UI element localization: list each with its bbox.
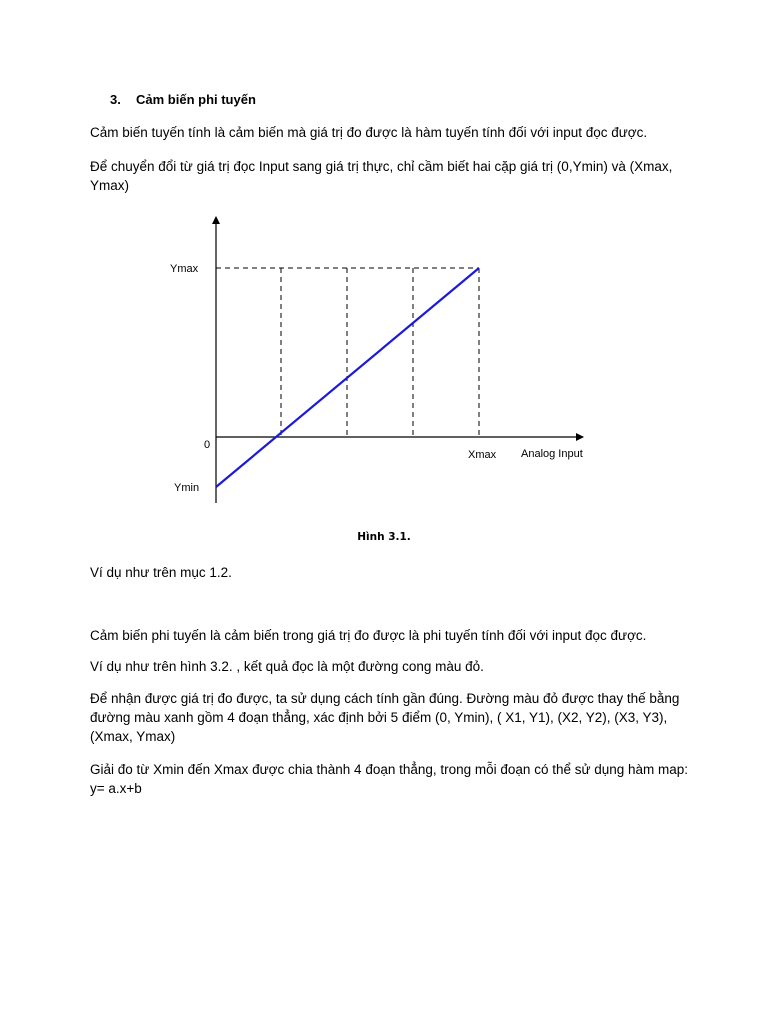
label-analog-input: Analog Input (521, 448, 583, 460)
linear-sensor-figure (150, 205, 610, 520)
label-ymin: Ymin (174, 482, 200, 494)
label-xmax: Xmax (468, 449, 497, 461)
linear-response-line (216, 268, 479, 487)
figure-caption: Hình 3.1. (357, 531, 411, 543)
paragraph-map-function: Giải đo từ Xmin đến Xmax được chia thành 4 đoạn thẳng, trong mỗi đoạn có thể sử dụng hàm map: y= a.x+b (90, 762, 689, 796)
section-heading (110, 92, 256, 107)
paragraph-nonlinear-definition: Cảm biến phi tuyến là cảm biến trong giá trị đo được là phi tuyến tính đối với input đọc được. (90, 628, 647, 643)
paragraph-example-2: Ví dụ như trên hình 3.2. , kết quả đọc là một đường cong màu đỏ. (90, 659, 484, 674)
section-number: 3. (110, 92, 121, 107)
label-ymax: Ymax (170, 263, 199, 275)
section-title: Cảm biến phi tuyến (136, 92, 256, 107)
paragraph-conversion: Để chuyển đổi từ giá trị đọc Input sang giá trị thực, chỉ cầm biết hai cặp giá trị (0,Ymin) và (Xmax, Ymax) (90, 159, 673, 193)
label-zero: 0 (204, 439, 211, 451)
paragraph-linear-definition: Cảm biến tuyến tính là cảm biến mà giá trị đo được là hàm tuyến tính đối với input đọc được. (90, 125, 648, 140)
paragraph-approximation: Để nhận được giá trị đo được, ta sử dụng cách tính gần đúng. Đường màu đỏ được thay thế bằng đường màu xanh gồm 4 đoạn thẳng, xác định bởi 5 điểm (0, Ymin), ( X1, Y1), (X2, Y2), (X3, Y3), (Xmax, Ymax) (90, 691, 680, 744)
paragraph-example-1: Ví dụ như trên mục 1.2. (90, 565, 232, 580)
